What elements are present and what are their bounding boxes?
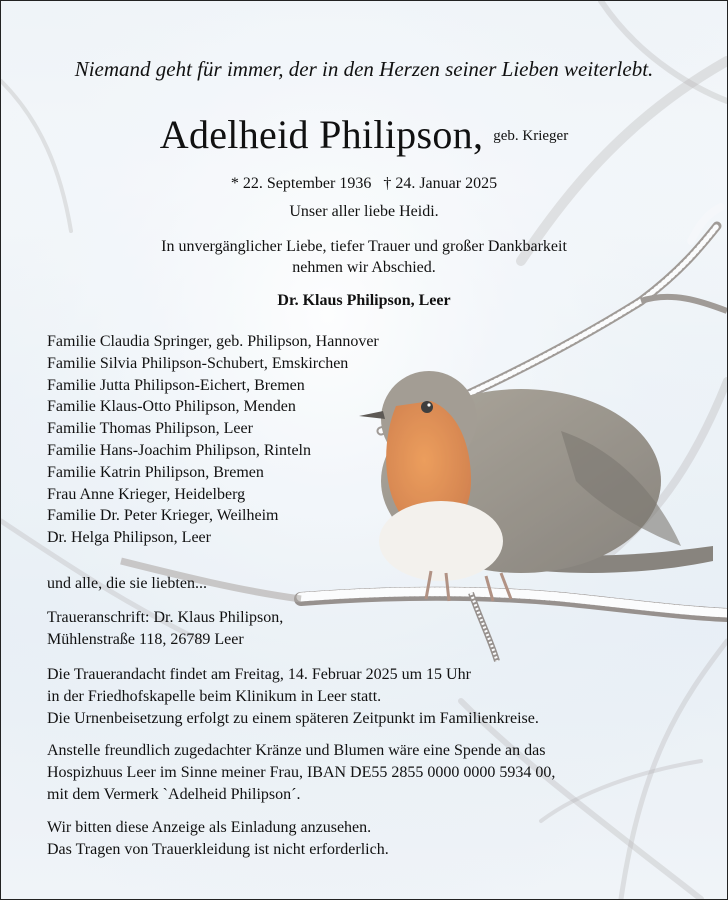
- family-member: Familie Jutta Philipson-Eichert, Bremen: [47, 376, 305, 394]
- donation-line: mit dem Vermerk `Adelheid Philipson´.: [47, 785, 301, 803]
- family-member: Dr. Helga Philipson, Leer: [47, 529, 211, 547]
- donation-info: [47, 740, 555, 805]
- service-line: Die Trauerandacht findet am Freitag, 14. Februar 2025 um 15 Uhr: [47, 666, 471, 683]
- deceased-name: Adelheid Philipson,: [159, 112, 484, 157]
- service-line: Die Urnenbeisetzung erfolgt zu einem späteren Zeitpunkt im Familienkreise.: [47, 709, 539, 727]
- family-member: Familie Thomas Philipson, Leer: [47, 420, 253, 438]
- nickname-line: Unser aller liebe Heidi.: [289, 203, 439, 220]
- closing-note: [47, 817, 389, 861]
- closing-line: Wir bitten diese Anzeige als Einladung anzusehen.: [47, 819, 372, 836]
- donation-line: Anstelle freundlich zugedachter Kränze und Blumen wäre eine Spende an das: [47, 742, 546, 759]
- address-line: Mühlenstraße 118, 26789 Leer: [47, 630, 244, 648]
- closing-line: Das Tragen von Trauerkleidung ist nicht erforderlich.: [47, 840, 389, 858]
- family-member: Familie Hans-Joachim Philipson, Rinteln: [47, 441, 311, 459]
- mourning-address: [47, 607, 283, 651]
- family-member: Frau Anne Krieger, Heidelberg: [47, 485, 246, 503]
- obituary-content: [1, 1, 727, 899]
- family-member: Familie Klaus-Otto Philipson, Menden: [47, 398, 296, 416]
- family-member: Familie Dr. Peter Krieger, Weilheim: [47, 507, 279, 525]
- service-info: [47, 664, 539, 729]
- motto: Niemand geht für immer, der in den Herzen seiner Lieben weiterlebt.: [74, 57, 654, 81]
- name-line: [1, 111, 727, 158]
- birth-date: * 22. September 1936: [230, 175, 372, 192]
- service-line: in der Friedhofskapelle beim Klinikum in Leer statt.: [47, 687, 382, 705]
- address-line: Traueranschrift: Dr. Klaus Philipson,: [47, 609, 284, 626]
- all-loved-line: und alle, die sie liebten...: [47, 575, 207, 592]
- death-date: † 24. Januar 2025: [383, 175, 498, 192]
- farewell-line: In unvergänglicher Liebe, tiefer Trauer und großer Dankbarkeit: [161, 238, 567, 255]
- family-member: Familie Claudia Springer, geb. Philipson, Hannover: [47, 333, 379, 350]
- family-list: [47, 331, 379, 549]
- family-member: Familie Katrin Philipson, Bremen: [47, 463, 264, 481]
- main-mourner: Dr. Klaus Philipson, Leer: [277, 292, 451, 309]
- farewell-line: nehmen wir Abschied.: [292, 259, 436, 276]
- birth-name: geb. Krieger: [493, 128, 569, 144]
- life-dates: [1, 173, 727, 194]
- farewell-text: [1, 236, 727, 278]
- donation-line: Hospizhuus Leer im Sinne meiner Frau, IBAN DE55 2855 0000 0000 5934 00,: [47, 763, 556, 781]
- family-member: Familie Silvia Philipson-Schubert, Emskirchen: [47, 354, 349, 372]
